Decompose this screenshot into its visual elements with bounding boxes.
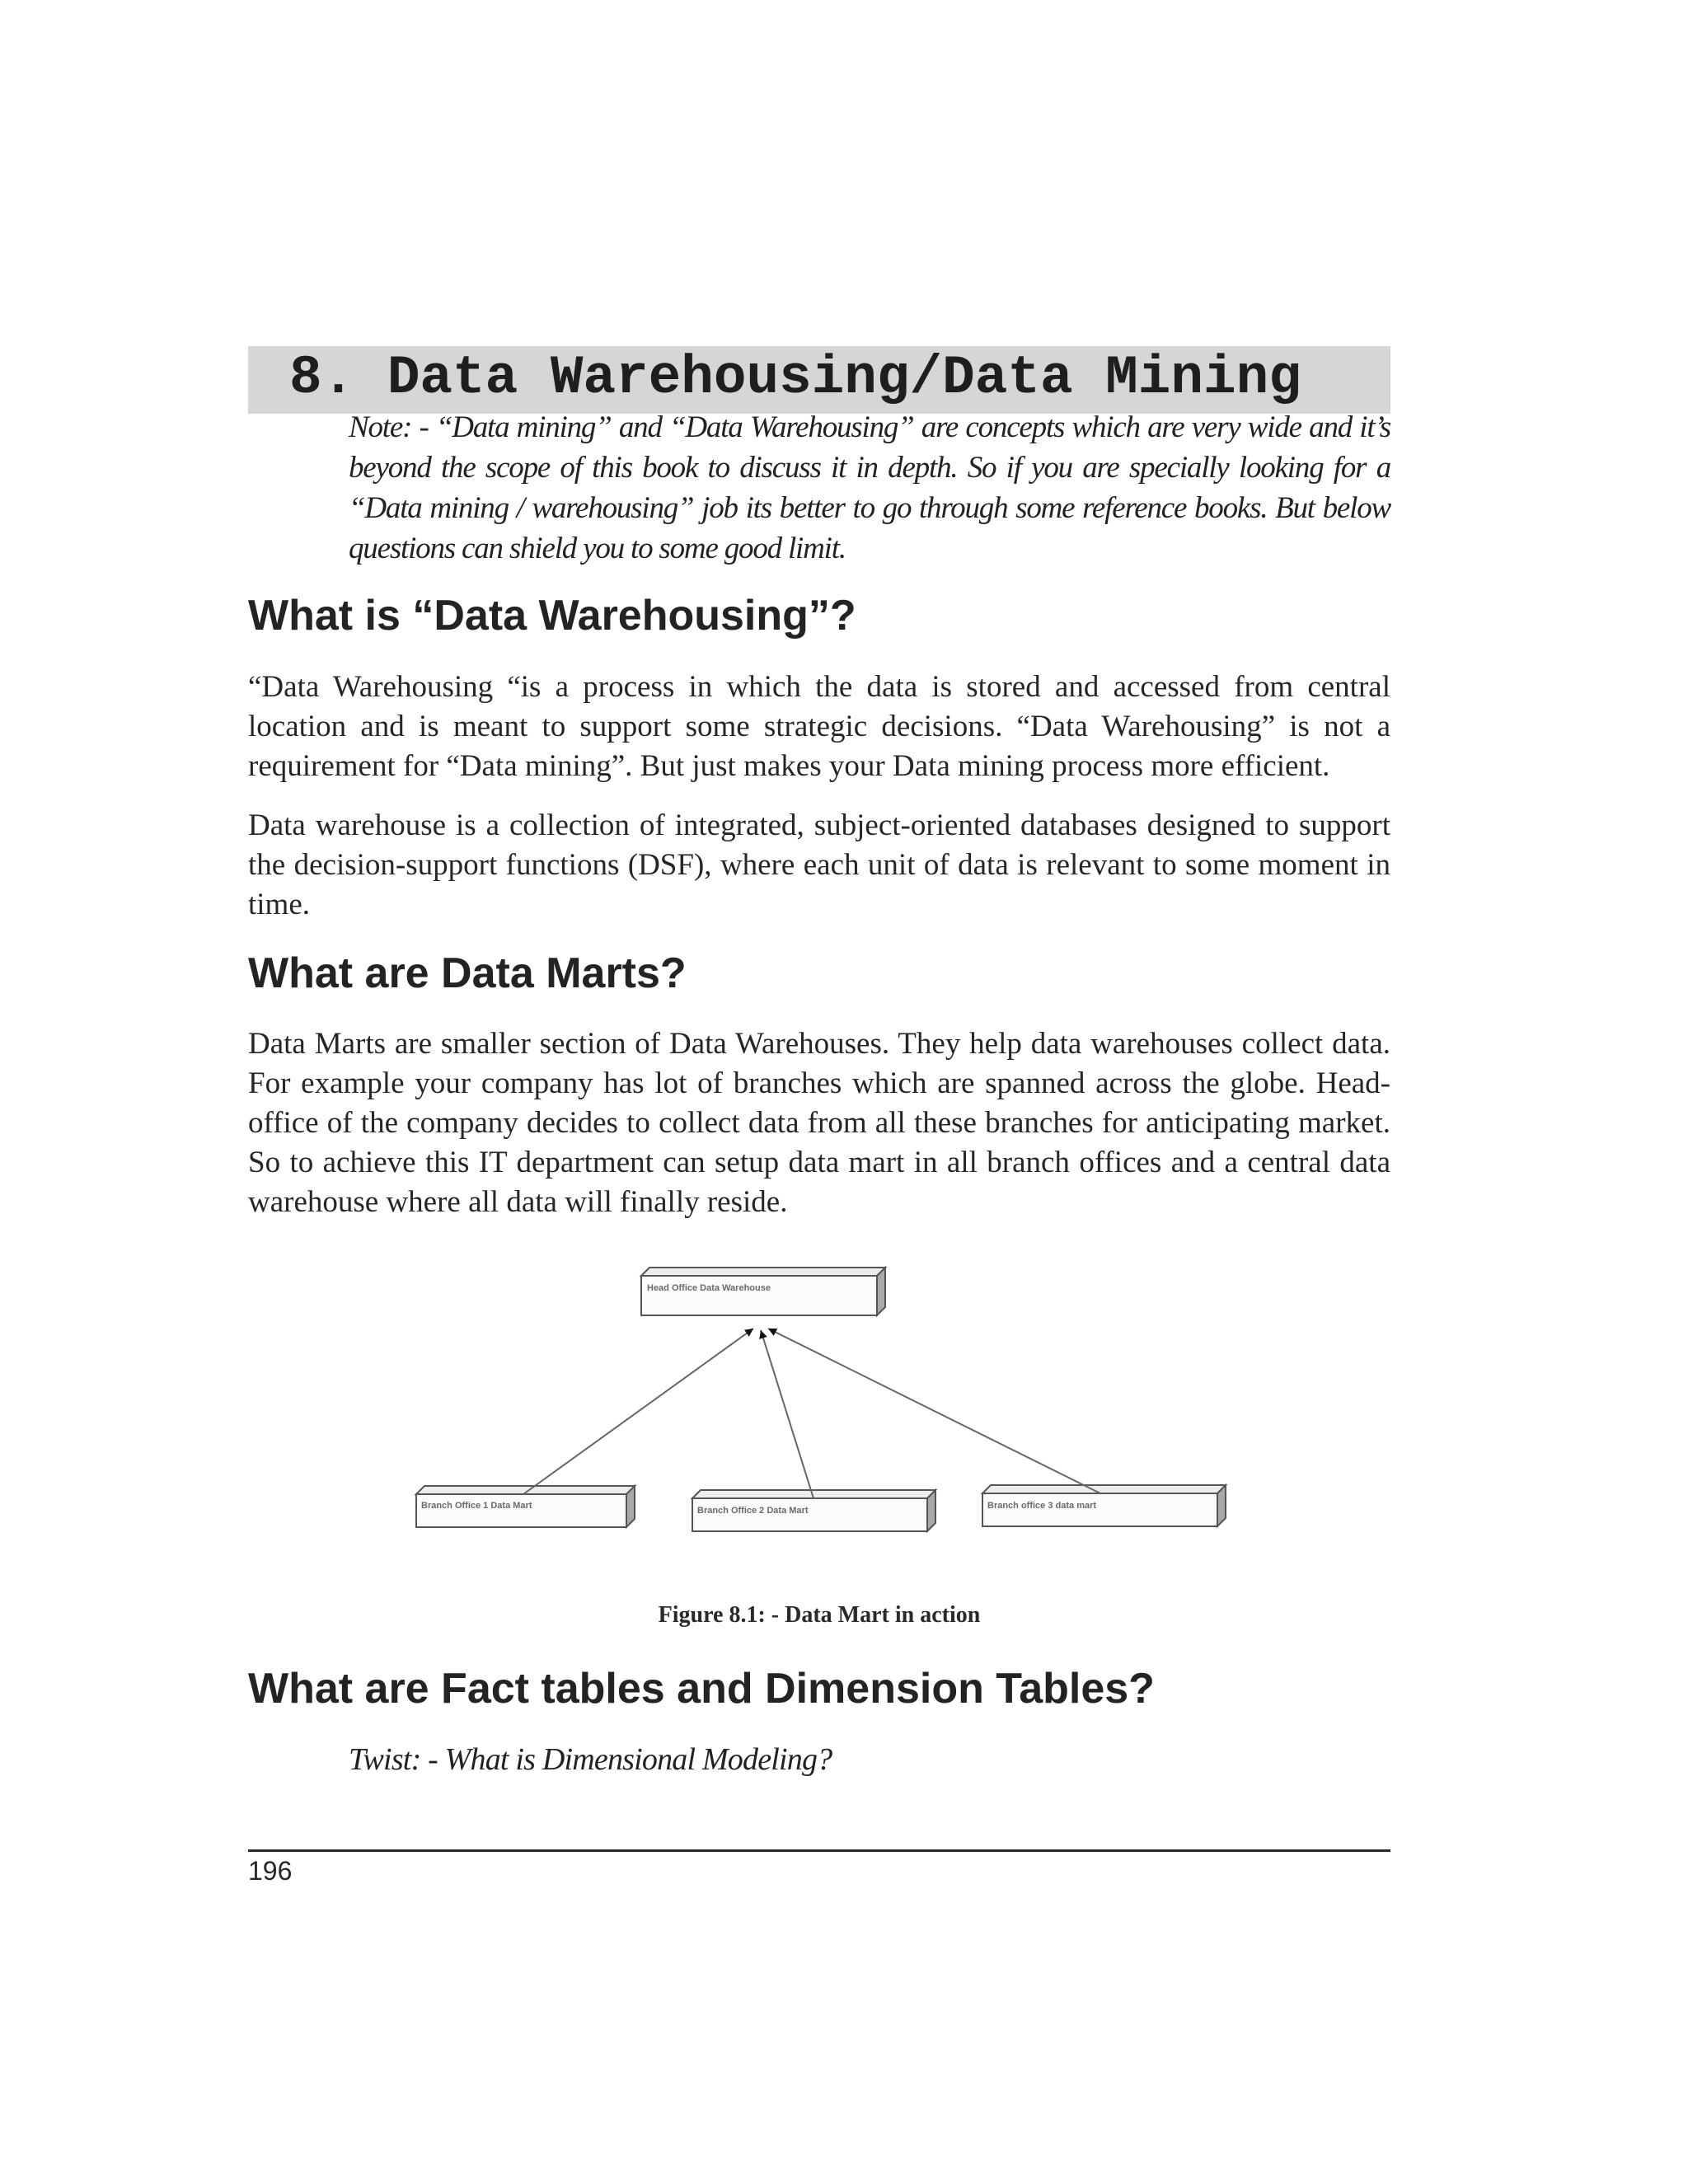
paragraph-data-warehouse-collection: Data warehouse is a collection of integrated, subject-oriented databases designed to support the decision-support functions (DSF), where each unit of data is relevant to some moment in time.: [248, 808, 1390, 921]
section-heading-fact-dimension-tables: What are Fact tables and Dimension Tables?: [248, 1665, 1155, 1713]
chapter-note: Note: - “Data mining” and “Data Warehousing” are concepts which are very wide and it’s beyond the scope of this book to discuss it in depth. So if you are specially looking for a “Data mining / warehousing” job its better to go through some reference books. But below questions can shield you to some good limit.: [349, 410, 1390, 565]
head-office-label: Head Office Data Warehouse: [647, 1283, 771, 1293]
chapter-title: 8. Data Warehousing/Data Mining: [289, 347, 1301, 409]
section-heading-data-warehousing: What is “Data Warehousing”?: [248, 592, 856, 640]
branch-office-3-label: Branch office 3 data mart: [987, 1501, 1097, 1511]
arrow-branch2-to-head: [761, 1330, 814, 1498]
arrow-branch3-to-head: [768, 1329, 1100, 1493]
data-mart-diagram: [404, 1261, 1228, 1566]
branch-office-3-box: [982, 1485, 1226, 1526]
paragraph-data-marts: Data Marts are smaller section of Data Warehouses. They help data warehouses collect data. For example your company has lot of branches which are spanned across the globe. Head-office of the company decides to collect data from all these branches for anticipating market. So to achieve this IT department can setup data mart in all branch offices and a central data warehouse where all data will finally reside.: [248, 1027, 1390, 1219]
head-office-box: [641, 1268, 885, 1315]
branch-office-2-label: Branch Office 2 Data Mart: [697, 1506, 809, 1516]
arrow-branch1-to-head: [523, 1329, 753, 1494]
figure-caption: Figure 8.1: - Data Mart in action: [658, 1602, 981, 1628]
page-number: 196: [248, 1856, 293, 1886]
branch-office-2-box: [692, 1490, 935, 1531]
twist-question: Twist: - What is Dimensional Modeling?: [349, 1742, 832, 1777]
branch-office-1-label: Branch Office 1 Data Mart: [421, 1501, 532, 1511]
section-heading-data-marts: What are Data Marts?: [248, 949, 687, 997]
data-mart-diagram-svg: [404, 1261, 1228, 1566]
footer-rule: [248, 1849, 1390, 1852]
paragraph-data-warehousing-definition: “Data Warehousing “is a process in which the data is stored and accessed from central location and is meant to support some strategic decisions. “Data Warehousing” is not a requirement for “Data mining”. But just makes your Data mining process more efficient.: [248, 670, 1390, 783]
